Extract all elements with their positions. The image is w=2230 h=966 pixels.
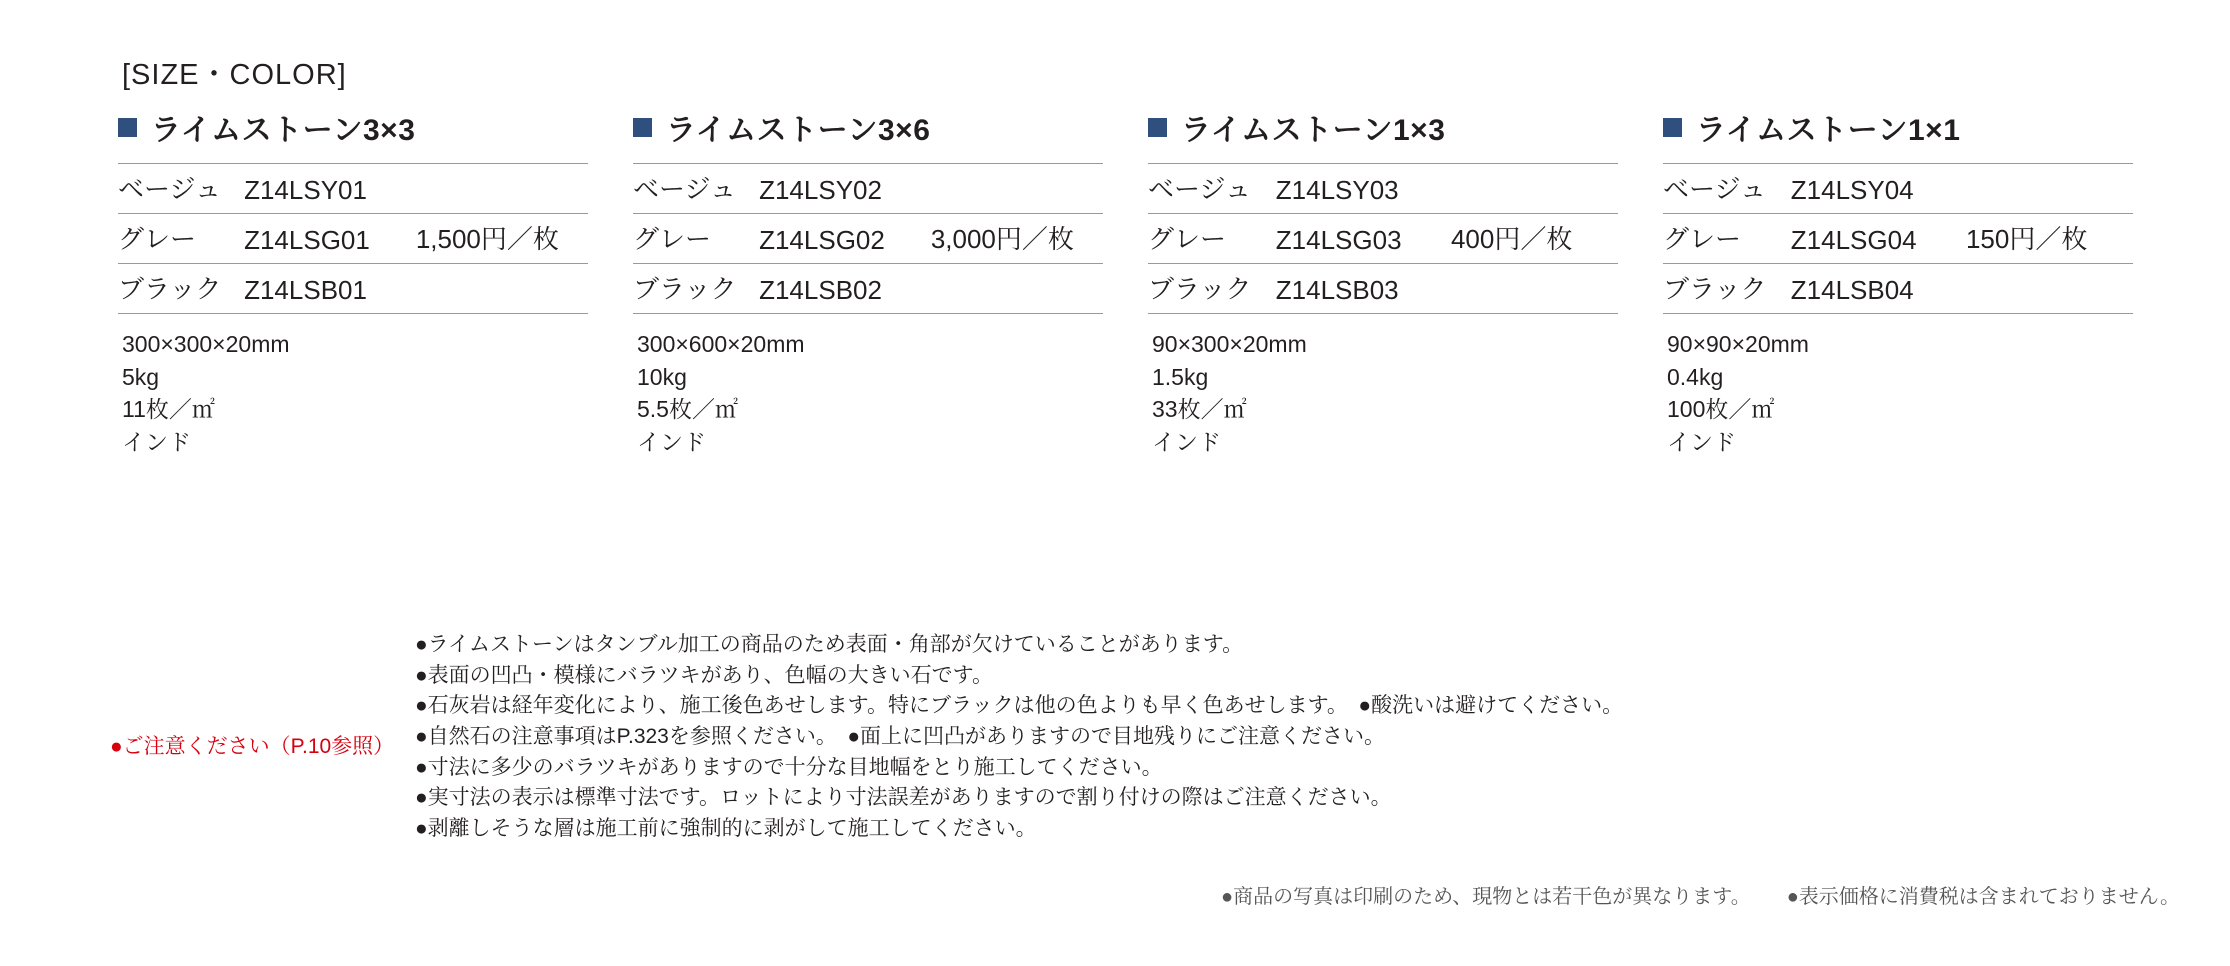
price-cell: 400円／枚 [1451, 214, 1618, 264]
product-code: Z14LSG04 [1791, 214, 1966, 264]
product-code: Z14LSG02 [759, 214, 931, 264]
color-name: ベージュ [1148, 164, 1276, 214]
detail-weight: 5kg [122, 363, 160, 390]
detail-weight: 0.4kg [1667, 363, 1724, 390]
product-column-4 [1655, 105, 2170, 459]
table-row [1148, 164, 1618, 214]
product-column-2 [625, 105, 1140, 459]
price-cell [1966, 164, 2133, 214]
list-item: ●自然石の注意事項はP.323を参照ください。 ●面上に凹凸がありますので目地残りにご注意ください。 [415, 724, 1386, 748]
product-code: Z14LSY03 [1276, 164, 1451, 214]
product-code: Z14LSY02 [759, 164, 931, 214]
square-marker-icon [633, 118, 652, 137]
price-cell [416, 164, 588, 214]
caution-label: ●ご注意ください（P.10参照） [110, 735, 395, 758]
price-cell [1451, 164, 1618, 214]
list-item: ●実寸法の表示は標準寸法です。ロットにより寸法誤差がありますので割り付けの際はご注意ください。 [415, 786, 1392, 810]
color-name: ベージュ [1663, 164, 1791, 214]
spec-table-2 [633, 163, 1103, 314]
color-name: グレー [633, 214, 759, 264]
price-cell [416, 264, 588, 314]
square-marker-icon [1148, 118, 1167, 137]
price-cell [1966, 264, 2133, 314]
product-code: Z14LSB02 [759, 264, 931, 314]
color-name: ベージュ [118, 164, 244, 214]
product-details-4 [1667, 328, 2150, 459]
spec-table-4 [1663, 163, 2133, 314]
product-code: Z14LSB04 [1791, 264, 1966, 314]
detail-dimensions: 300×600×20mm [637, 331, 805, 357]
detail-dimensions: 90×300×20mm [1152, 331, 1307, 357]
product-header-4 [1663, 105, 2150, 149]
price-cell [1451, 264, 1618, 314]
page-title: [SIZE・COLOR] [122, 59, 347, 91]
table-row [1663, 214, 2133, 264]
detail-coverage: 33枚／㎡ [1152, 396, 1247, 423]
product-header-3 [1148, 105, 1635, 149]
list-item: ●剥離しそうな層は施工前に強制的に剥がして施工してください。 [415, 816, 1037, 840]
product-details-3 [1152, 328, 1635, 459]
price-cell [931, 164, 1103, 214]
product-columns [110, 105, 2170, 459]
list-item: ●寸法に多少のバラツキがありますので十分な目地幅をとり施工してください。 [415, 755, 1163, 779]
detail-origin: インド [1152, 428, 1221, 455]
price-cell: 1,500円／枚 [416, 214, 588, 264]
product-code: Z14LSY04 [1791, 164, 1966, 214]
detail-coverage: 100枚／㎡ [1667, 396, 1775, 423]
product-details-1 [122, 328, 605, 459]
color-name: グレー [118, 214, 244, 264]
product-title-3: ライムストーン1×3 [1181, 114, 1446, 147]
spec-table-3 [1148, 163, 1618, 314]
spec-table-1 [118, 163, 588, 314]
product-code: Z14LSY01 [244, 164, 416, 214]
table-row [1148, 214, 1618, 264]
detail-origin: インド [637, 428, 706, 455]
list-item: ●表面の凹凸・模様にバラツキがあり、色幅の大きい石です。 [415, 663, 994, 687]
product-code: Z14LSG01 [244, 214, 416, 264]
table-row [1148, 264, 1618, 314]
product-header-1 [118, 105, 605, 149]
product-title-1: ライムストーン3×3 [151, 114, 416, 147]
color-name: ベージュ [633, 164, 759, 214]
detail-coverage: 5.5枚／㎡ [637, 396, 738, 423]
product-code: Z14LSB01 [244, 264, 416, 314]
price-cell: 150円／枚 [1966, 214, 2133, 264]
color-name: グレー [1663, 214, 1791, 264]
product-code: Z14LSG03 [1276, 214, 1451, 264]
detail-weight: 10kg [637, 363, 687, 390]
list-item: ●ライムストーンはタンブル加工の商品のため表面・角部が欠けていることがあります。 [415, 633, 1244, 656]
color-name: ブラック [1663, 264, 1791, 314]
table-row [633, 264, 1103, 314]
detail-origin: インド [122, 428, 191, 455]
product-header-2 [633, 105, 1120, 149]
detail-origin: インド [1667, 428, 1736, 455]
footer-note-tax: ●表示価格に消費税は含まれておりません。 [1786, 886, 2180, 908]
product-details-2 [637, 328, 1120, 459]
color-name: グレー [1148, 214, 1276, 264]
detail-dimensions: 300×300×20mm [122, 331, 290, 357]
product-title-2: ライムストーン3×6 [666, 114, 931, 147]
color-name: ブラック [1148, 264, 1276, 314]
color-name: ブラック [118, 264, 244, 314]
table-row [118, 264, 588, 314]
table-row [1663, 164, 2133, 214]
square-marker-icon [118, 118, 137, 137]
footer-notes [110, 880, 2180, 909]
list-item: ●石灰岩は経年変化により、施工後色あせします。特にブラックは他の色よりも早く色あせします。 ●酸洗いは避けてください。 [415, 694, 1624, 718]
caution-list [415, 630, 1623, 845]
table-row [633, 164, 1103, 214]
table-row [633, 214, 1103, 264]
detail-coverage: 11枚／㎡ [122, 396, 215, 423]
square-marker-icon [1663, 118, 1682, 137]
product-column-1 [110, 105, 625, 459]
product-code: Z14LSB03 [1276, 264, 1451, 314]
table-row [1663, 264, 2133, 314]
detail-dimensions: 90×90×20mm [1667, 331, 1809, 357]
footer-note-photo: ●商品の写真は印刷のため、現物とは若干色が異なります。 [1221, 886, 1751, 908]
product-title-4: ライムストーン1×1 [1696, 114, 1961, 147]
price-cell: 3,000円／枚 [931, 214, 1103, 264]
product-column-3 [1140, 105, 1655, 459]
color-name: ブラック [633, 264, 759, 314]
table-row [118, 214, 588, 264]
price-cell [931, 264, 1103, 314]
table-row [118, 164, 588, 214]
detail-weight: 1.5kg [1152, 363, 1209, 390]
